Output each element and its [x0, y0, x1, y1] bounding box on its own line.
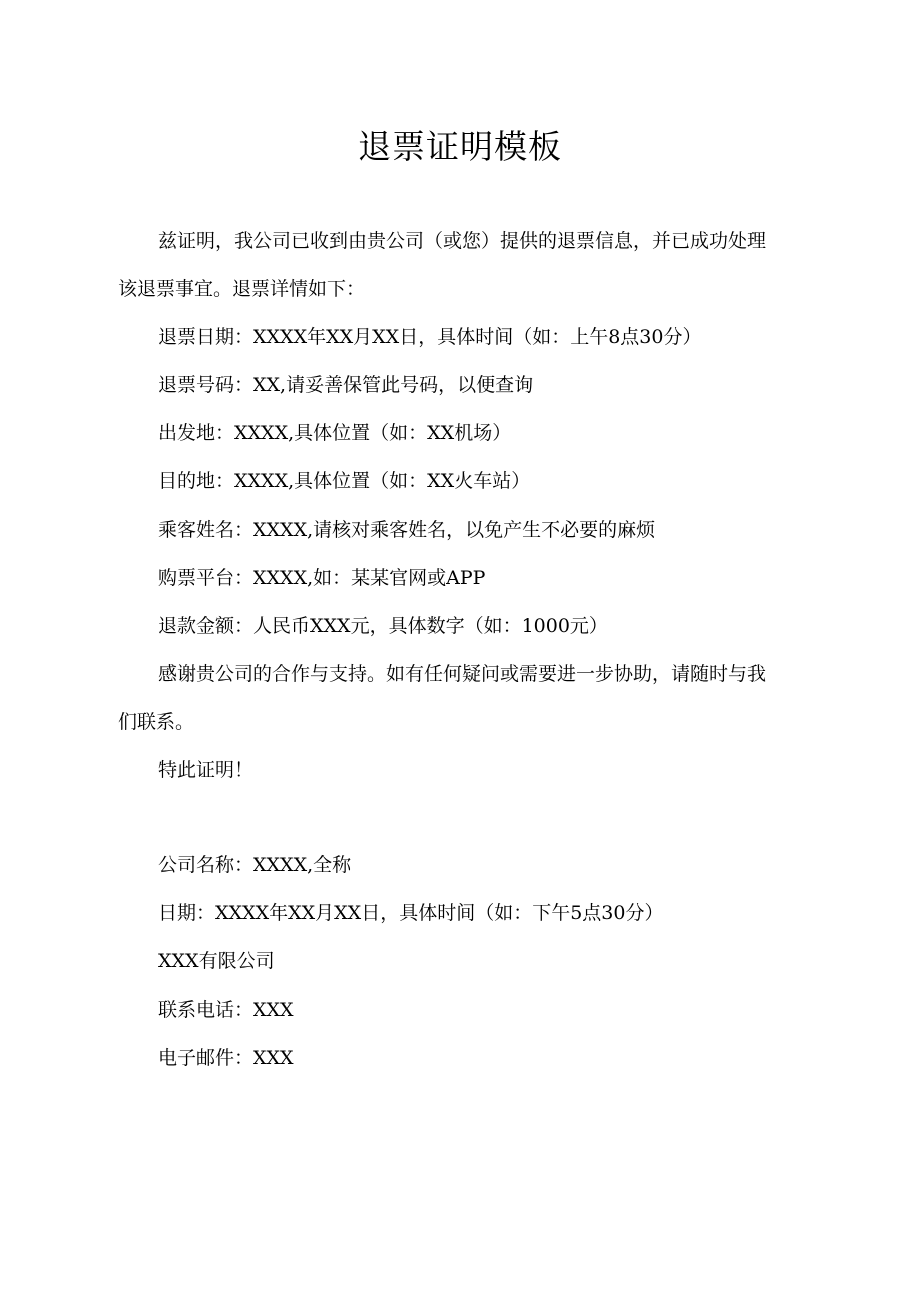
detail-purchase-platform: 购票平台：XXXX,如：某某官网或APP: [158, 567, 486, 589]
document-title: 退票证明模板: [358, 127, 562, 166]
thanks-line-2: 们联系。: [118, 711, 195, 733]
thanks-line-1: 感谢贵公司的合作与支持。如有任何疑问或需要进一步协助，请随时与我: [158, 663, 767, 685]
signature-company-name: 公司名称：XXXX,全称: [158, 854, 352, 876]
detail-passenger-name: 乘客姓名：XXXX,请核对乘客姓名，以免产生不必要的麻烦: [158, 519, 656, 541]
signature-phone: 联系电话：XXX: [158, 999, 294, 1021]
intro-line-1: 兹证明，我公司已收到由贵公司（或您）提供的退票信息，并已成功处理: [158, 230, 767, 252]
signature-email: 电子邮件：XXX: [158, 1047, 294, 1069]
detail-refund-number: 退票号码：XX,请妥善保管此号码，以便查询: [158, 374, 534, 396]
detail-refund-date: 退票日期：XXXX年XX月XX日，具体时间（如：上午8点30分）: [158, 326, 702, 348]
closing-statement: 特此证明！: [158, 759, 254, 781]
detail-destination: 目的地：XXXX,具体位置（如：XX火车站）: [158, 470, 531, 492]
detail-departure: 出发地：XXXX,具体位置（如：XX机场）: [158, 422, 512, 444]
signature-company: XXX有限公司: [158, 950, 275, 972]
intro-line-2: 该退票事宜。退票详情如下：: [118, 278, 366, 300]
signature-date: 日期：XXXX年XX月XX日，具体时间（如：下午5点30分）: [158, 902, 664, 924]
detail-refund-amount: 退款金额：人民币XXX元，具体数字（如：1000元）: [158, 615, 608, 637]
